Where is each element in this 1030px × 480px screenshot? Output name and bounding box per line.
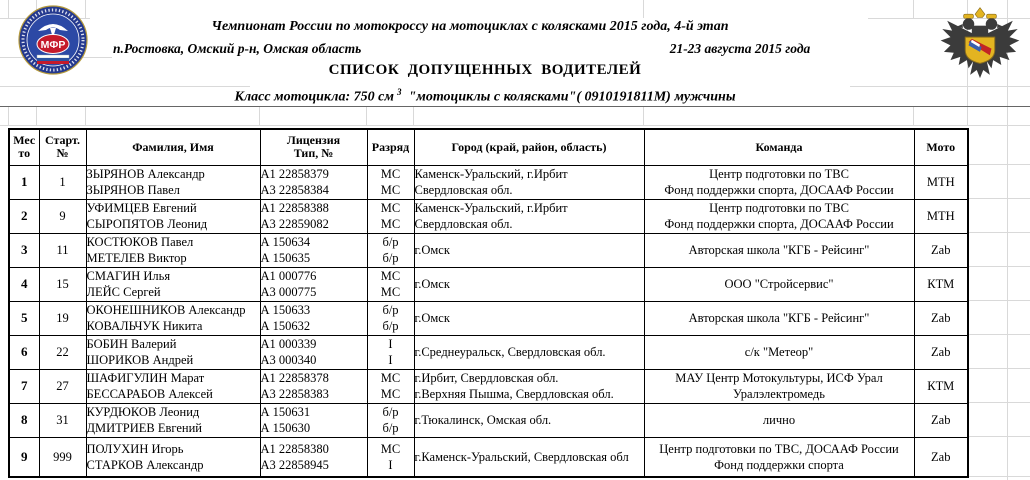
cell-place: 8 [9, 403, 39, 437]
class-line-sup: 3 [396, 87, 402, 97]
col-header-start-no: Старт. № [39, 129, 86, 165]
cell-place: 3 [9, 233, 39, 267]
cell-start-no: 31 [39, 403, 86, 437]
cell-team: Центр подготовки по ТВС, ДОСААФ России Фонд поддержки спорта [644, 437, 914, 477]
cell-licenses: А 150633 А 150632 [260, 301, 367, 335]
cell-start-no: 15 [39, 267, 86, 301]
grid-line [8, 106, 9, 125]
cell-ranks: б/р б/р [367, 233, 414, 267]
cell-team: с/к "Метеор" [644, 335, 914, 369]
cell-place: 1 [9, 165, 39, 199]
col-header-license: Лицензия Тип, № [260, 129, 367, 165]
col-header-team: Команда [644, 129, 914, 165]
grid-line [913, 0, 914, 18]
table-row [9, 301, 968, 335]
cell-start-no: 1 [39, 165, 86, 199]
cell-team: МАУ Центр Мотокультуры, ИСФ Урал Уралэлектромедь [644, 369, 914, 403]
cell-moto: Zab [914, 403, 968, 437]
cell-city: г.Среднеуральск, Свердловская обл. [414, 335, 644, 369]
grid-line [643, 106, 644, 125]
cell-team: Авторская школа "КГБ - Рейсинг" [644, 233, 914, 267]
cell-ranks: I I [367, 335, 414, 369]
event-location: п.Ростовка, Омский р-н, Омская область [113, 41, 362, 56]
grid-line [967, 334, 1030, 335]
cell-names: КОСТЮКОВ Павел МЕТЕЛЕВ Виктор [86, 233, 260, 267]
cell-city: г.Омск [414, 267, 644, 301]
grid-line [967, 300, 1030, 301]
cell-licenses: А 150631 А 150630 [260, 403, 367, 437]
cell-ranks: МС МС [367, 369, 414, 403]
divider [0, 106, 1030, 107]
cell-city: г.Каменск-Уральский, Свердловская обл [414, 437, 644, 477]
cell-names: СМАГИН Илья ЛЕЙС Сергей [86, 267, 260, 301]
grid-line [366, 106, 367, 125]
cell-names: УФИМЦЕВ Евгений СЫРОПЯТОВ Леонид [86, 199, 260, 233]
cell-moto: Zab [914, 233, 968, 267]
cell-licenses: А1 22858378 А3 22858383 [260, 369, 367, 403]
grid-line [643, 0, 644, 18]
mfr-abbr: МФР [40, 39, 66, 51]
col-header-place: Место [9, 129, 39, 165]
cell-start-no: 27 [39, 369, 86, 403]
list-title: СПИСОК ДОПУЩЕННЫХ ВОДИТЕЛЕЙ [328, 62, 642, 78]
table-row [9, 335, 968, 369]
cell-moto: КТМ [914, 369, 968, 403]
cell-moto: МТН [914, 199, 968, 233]
cell-place: 6 [9, 335, 39, 369]
cell-ranks: б/р б/р [367, 301, 414, 335]
col-header-name: Фамилия, Имя [86, 129, 260, 165]
grid-line [967, 476, 1030, 477]
cell-names: ШАФИГУЛИН Марат БЕССАРАБОВ Алексей [86, 369, 260, 403]
cell-city: г.Ирбит, Свердловская обл. г.Верхняя Пышма, Свердловская обл. [414, 369, 644, 403]
cell-city: г.Тюкалинск, Омская обл. [414, 403, 644, 437]
cell-names: КУРДЮКОВ Леонид ДМИТРИЕВ Евгений [86, 403, 260, 437]
cell-licenses: А 150634 А 150635 [260, 233, 367, 267]
cell-licenses: А1 22858379 А3 22858384 [260, 165, 367, 199]
grid-line [0, 125, 1030, 126]
col-header-rank: Разряд [367, 129, 414, 165]
cell-moto: Zab [914, 437, 968, 477]
grid-line [85, 106, 86, 125]
grid-line [967, 436, 1030, 437]
table-row [9, 437, 968, 477]
cell-team: Центр подготовки по ТВС Фонд поддержки спорта, ДОСААФ России [644, 165, 914, 199]
cell-city: Каменск-Уральский, г.Ирбит Свердловская обл. [414, 165, 644, 199]
table-row [9, 403, 968, 437]
cell-city: г.Омск [414, 301, 644, 335]
class-line-suffix: "мотоциклы с колясками"( 0910191811М) мужчины [408, 89, 736, 105]
grid-line [913, 106, 914, 125]
col-header-city: Город (край, район, область) [414, 129, 644, 165]
cell-place: 5 [9, 301, 39, 335]
table-row [9, 267, 968, 301]
cell-moto: МТН [914, 165, 968, 199]
cell-ranks: б/р б/р [367, 403, 414, 437]
cell-ranks: МС МС [367, 165, 414, 199]
cell-team: ООО "Стройсервис" [644, 267, 914, 301]
cell-licenses: А1 22858380 А3 22858945 [260, 437, 367, 477]
grid-line [967, 164, 1030, 165]
cell-team: Авторская школа "КГБ - Рейсинг" [644, 301, 914, 335]
cell-licenses: А1 000339 А3 000340 [260, 335, 367, 369]
grid-line [967, 368, 1030, 369]
cell-start-no: 22 [39, 335, 86, 369]
class-line [0, 87, 970, 106]
cell-names: ПОЛУХИН Игорь СТАРКОВ Александр [86, 437, 260, 477]
cell-place: 2 [9, 199, 39, 233]
col-header-moto: Мото [914, 129, 968, 165]
cell-licenses: А1 22858388 А3 22859082 [260, 199, 367, 233]
grid-line [967, 232, 1030, 233]
grid-line [259, 106, 260, 125]
grid-line [967, 198, 1030, 199]
cell-place: 9 [9, 437, 39, 477]
table-row [9, 165, 968, 199]
cell-names: БОБИН Валерий ШОРИКОВ Андрей [86, 335, 260, 369]
driver-table-body [9, 165, 968, 477]
grid-line [8, 0, 9, 18]
cell-place: 7 [9, 369, 39, 403]
cell-start-no: 999 [39, 437, 86, 477]
cell-place: 4 [9, 267, 39, 301]
class-line-prefix: Класс мотоцикла: 750 см [234, 89, 394, 105]
cell-licenses: А1 000776 А3 000775 [260, 267, 367, 301]
cell-city: г.Омск [414, 233, 644, 267]
cell-ranks: МС I [367, 437, 414, 477]
cell-ranks: МС МС [367, 199, 414, 233]
grid-line [413, 106, 414, 125]
cell-moto: КТМ [914, 267, 968, 301]
table-row [9, 369, 968, 403]
cell-moto: Zab [914, 301, 968, 335]
table-header-row [9, 129, 968, 165]
table-row [9, 233, 968, 267]
cell-ranks: МС МС [367, 267, 414, 301]
grid-line [36, 106, 37, 125]
cell-city: Каменск-Уральский, г.Ирбит Свердловская обл. [414, 199, 644, 233]
cell-start-no: 9 [39, 199, 86, 233]
cell-names: ЗЫРЯНОВ Александр ЗЫРЯНОВ Павел [86, 165, 260, 199]
cell-start-no: 11 [39, 233, 86, 267]
cell-team: Центр подготовки по ТВС Фонд поддержки спорта, ДОСААФ России [644, 199, 914, 233]
grid-line [967, 402, 1030, 403]
grid-line [967, 266, 1030, 267]
event-dates: 21-23 августа 2015 года [669, 41, 811, 56]
cell-names: ОКОНЕШНИКОВ Александр КОВАЛЬЧУК Никита [86, 301, 260, 335]
cell-start-no: 19 [39, 301, 86, 335]
event-title: Чемпионат России по мотокроссу на мотоциклах с колясками 2015 года, 4-й этап [211, 19, 729, 34]
cell-team: лично [644, 403, 914, 437]
table-row [9, 199, 968, 233]
drivers-table [8, 128, 969, 478]
cell-moto: Zab [914, 335, 968, 369]
